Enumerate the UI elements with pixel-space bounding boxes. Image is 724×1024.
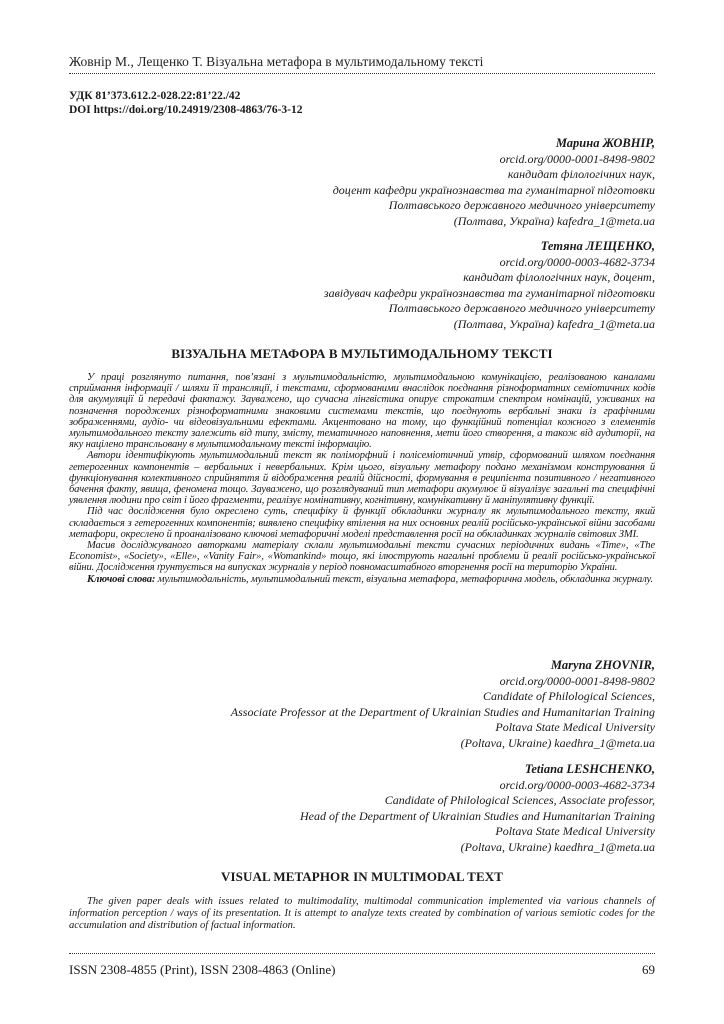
author-orcid[interactable]: orcid.org/0000-0003-4682-3734: [499, 777, 655, 792]
author-position: завідувач кафедри українознавства та гуманітарної підготовки: [323, 285, 655, 300]
header-divider: [69, 73, 655, 74]
author-institution: Poltava State Medical University: [495, 824, 655, 839]
abstract-paragraph: Під час дослідження було окреслено суть, специфіку й функції обкладинки журналу як мультимодального тексту, який складається з гетерогенних компонентів; виявлено специфіку втілення на них основних реалій російсько-української війни засобами метафори, окреслено й проаналізовано ключові метафоричні моделі представлення росії на обкладинках журналів світових ЗМІ.: [69, 506, 655, 540]
author-location-email: (Poltava, Ukraine) kaedhra_1@meta.ua: [460, 735, 655, 750]
footer-divider: [69, 953, 655, 954]
author-location-email: (Полтава, Україна) kafedra_1@meta.ua: [453, 213, 655, 228]
author-position: Associate Professor at the Department of Ukrainian Studies and Humanitarian Training: [230, 704, 655, 719]
author-name: Maryna ZHOVNIR,: [550, 658, 655, 672]
author-degree: Candidate of Philological Sciences, Associate professor,: [384, 793, 655, 808]
author-orcid[interactable]: orcid.org/0000-0001-8498-9802: [499, 673, 655, 688]
abstract-paragraph: The given paper deals with issues related to multimodality, multimodal communication implemented via various channels of information perception / ways of its presentation. It is attempt to analyze texts created by combination of various semiotic codes for the accumulation and distribution of factual information.: [69, 896, 655, 931]
author-en-1: [231, 658, 655, 752]
abstract-paragraph: У праці розглянуто питання, пов’язані з мультимодальністю, мультимодальною комунікацією, реалізованою каналами сприймання інформації / шляхи її трансляції, і текстами, сформованими внаслідок поєднання різноформатних семіотичних кодів для акумуляції й передачі фактажу. Зауважено, що сучасна лінгвістика опирує строкатим спектром номінацій, уживаних на позначення породжених різноформатними знаковими системами текстів, що поєднують вербальні знаки із графічними зображеннями, аудіо- чи відеовізуальними ефектами. Акцентовано на тому, що функційний потенціал кожного з елементів мультимодального тексту залежить від типу, змісту, тематичного наповнення, мети його створення, а також від аудиторії, на яку націлено трансльовану в мультимодальному тексті інформацію.: [69, 372, 655, 451]
keywords-label: Ключові слова:: [87, 573, 156, 585]
author-uk-1: [333, 136, 655, 230]
author-position: доцент кафедри українознавства та гуманітарної підготовки: [332, 182, 655, 197]
page-number: 69: [642, 962, 655, 977]
abstract-paragraph: Масив досліджуваного авторками матеріалу склали мультимодальні тексти сучасних періодичних видань «Time», «The Economist», «Society», «Elle», «Vanity Fair», «Womankind» тощо, які ілюструють нагальні проблеми й реалії російсько-української війни. Дослідження ґрунтується на випусках журналів у період повномасштабного вторгнення росії на територію України.: [69, 540, 655, 574]
author-name: Марина ЖОВНІР,: [555, 136, 655, 150]
author-location-email: (Poltava, Ukraine) kaedhra_1@meta.ua: [460, 839, 655, 854]
keywords-uk: [69, 574, 655, 585]
article-meta: [69, 89, 303, 117]
author-degree: кандидат філологічних наук,: [507, 167, 655, 182]
running-head: Жовнір М., Лещенко Т. Візуальна метафора в мультимодальному тексті: [69, 54, 484, 69]
author-institution: Poltava State Medical University: [495, 720, 655, 735]
author-institution: Полтавського державного медичного університету: [388, 301, 655, 316]
article-title-en: VISUAL METAPHOR IN MULTIMODAL TEXT: [221, 869, 503, 884]
author-orcid[interactable]: orcid.org/0000-0001-8498-9802: [499, 151, 655, 166]
author-institution: Полтавського державного медичного університету: [388, 198, 655, 213]
author-en-2: [300, 762, 655, 856]
author-degree: кандидат філологічних наук, доцент,: [463, 270, 655, 285]
author-degree: Candidate of Philological Sciences,: [483, 689, 655, 704]
author-orcid[interactable]: orcid.org/0000-0003-4682-3734: [499, 254, 655, 269]
author-name: Tetiana LESHCHENKO,: [524, 762, 655, 776]
article-title-uk: ВІЗУАЛЬНА МЕТАФОРА В МУЛЬТИМОДАЛЬНОМУ ТЕКСТІ: [171, 346, 553, 361]
author-name: Тетяна ЛЕЩЕНКО,: [540, 239, 655, 253]
udc-code: УДК 81’373.612.2-028.22:81’22./42: [69, 90, 241, 102]
author-location-email: (Полтава, Україна) kafedra_1@meta.ua: [453, 316, 655, 331]
abstract-paragraph: Автори ідентифікують мультимодальний текст як поліморфний і полісеміотичний утвір, сформований шляхом поєднання гетерогенних компонентів – вербальних і невербальних. Крім цього, візуальну метафору подано механізмом конструювання й функціонування колективного сприйняття й відображення реалій дійсності, формування в реципієнта позитивного / негативного бачення факту, явища, феномена тощо. Зауважено, що розглядуваний тип метафори акумулює й візуалізує загальні та специфічні уявлення людини про світ і його фрагменти, реалізує номінативну, когнітивну, комунікативну й маніпулятивну функції.: [69, 450, 655, 507]
footer-issn: ISSN 2308-4855 (Print), ISSN 2308-4863 (Online): [69, 962, 336, 977]
abstract-uk: [69, 372, 655, 585]
abstract-en: [69, 896, 655, 932]
author-position: Head of the Department of Ukrainian Studies and Humanitarian Training: [300, 808, 655, 823]
keywords-text: мультимодальність, мультимодальний текст, візуальна метафора, метафорична модель, обкладинка журналу.: [155, 573, 653, 585]
author-uk-2: [324, 239, 655, 333]
doi-link[interactable]: DOI https://doi.org/10.24919/2308-4863/76-3-12: [69, 104, 303, 116]
